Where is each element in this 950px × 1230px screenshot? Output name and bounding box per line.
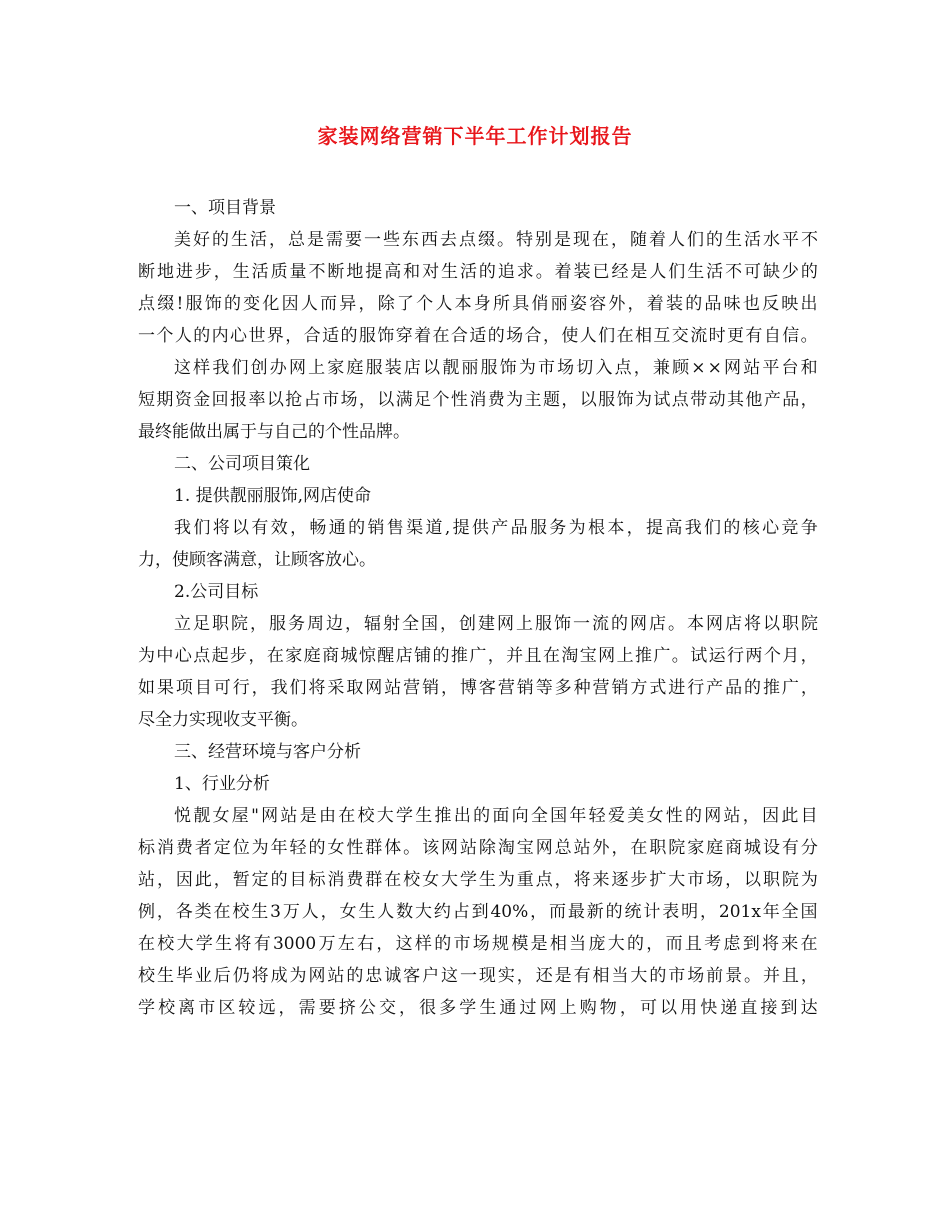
text-line: 二、公司项目策化 [174,454,310,474]
text-line: 学 校 离 市 区 较 远 ， 需 要 挤 公 交 ， 很 多 学 生 通 过 网 上 购 物 ， 可 以 用 快 递 直 接 到 达 [138,998,818,1018]
text-line: 力，使顾客满意，让顾客放心。 [138,550,376,570]
text-line: 立 足 职 院 ， 服 务 周 边 ， 辐 射 全 国 ， 创 建 网 上 服 饰 一 流 的 网 店 。 本 网 店 将 以 职 院 [174,614,818,634]
text-line: 三、经营环境与客户分析 [174,742,361,762]
text-line: 1、行业分析 [174,774,270,794]
text-line: 1. 提供靓丽服饰,网店使命 [174,486,372,506]
text-line: 例 ， 各 类 在 校 生 3 万 人 ， 女 生 人 数 大 约 占 到 40% ， 而 最 新 的 统 计 表 明 ， 201x 年 全 国 [138,902,818,922]
text-line: 我 们 将 以 有 效 ， 畅 通 的 销 售 渠 道 , 提 供 产 品 服 务 为 根 本 ， 提 高 我 们 的 核 心 竞 争 [174,518,818,538]
text-line: 美 好 的 生 活 ， 总 是 需 要 一 些 东 西 去 点 缀 。 特 别 是 现 在 ， 随 着 人 们 的 生 活 水 平 不 [174,230,818,250]
text-line: 标 消 费 者 定 位 为 年 轻 的 女 性 群 体 。 该 网 站 除 淘 宝 网 总 站 外 ， 在 职 院 家 庭 商 城 设 有 分 [138,838,818,858]
text-line: 一 个 人 的 内 心 世 界 ， 合 适 的 服 饰 穿 着 在 合 适 的 场 合 ， 使 人 们 在 相 互 交 流 时 更 有 自 信 。 [138,326,818,346]
text-line: 在 校 大 学 生 将 有 3000 万 左 右 ， 这 样 的 市 场 规 模 是 相 当 庞 大 的 ， 而 且 考 虑 到 将 来 在 [138,934,818,954]
document-title: 家装网络营销下半年工作计划报告 [317,124,633,148]
text-line: 如 果 项 目 可 行 ， 我 们 将 采 取 网 站 营 销 ， 博 客 营 销 等 多 种 营 销 方 式 进 行 产 品 的 推 广 ， [138,678,818,698]
document-body [138,192,818,1024]
text-line: 2.公司目标 [174,582,259,602]
text-line: 最终能做出属于与自己的个性品牌。 [138,422,410,442]
text-line: 尽全力实现收支平衡。 [138,710,308,730]
text-line: 为 中 心 点 起 步 ， 在 家 庭 商 城 惊 醒 店 铺 的 推 广 ， 并 且 在 淘 宝 网 上 推 广 。 试 运 行 两 个 月 ， [138,646,818,666]
text-line: 断 地 进 步 ， 生 活 质 量 不 断 地 提 高 和 对 生 活 的 追 求 。 着 装 已 经 是 人 们 生 活 不 可 缺 少 的 [138,262,818,282]
text-line: 站 ， 因 此 ， 暂 定 的 目 标 消 费 群 在 校 女 大 学 生 为 重 点 ， 将 来 逐 步 扩 大 市 场 ， 以 职 院 为 [138,870,818,890]
text-line: 一、项目背景 [174,198,276,218]
text-line: 这 样 我 们 创 办 网 上 家 庭 服 装 店 以 靓 丽 服 饰 为 市 场 切 入 点 ， 兼 顾 × × 网 站 平 台 和 [174,358,818,378]
text-line: 点 缀 ! 服 饰 的 变 化 因 人 而 异 ， 除 了 个 人 本 身 所 具 俏 丽 姿 容 外 ， 着 装 的 品 味 也 反 映 出 [138,294,818,314]
text-line: 悦 靓 女 屋 " 网 站 是 由 在 校 大 学 生 推 出 的 面 向 全 国 年 轻 爱 美 女 性 的 网 站 ， 因 此 目 [174,806,818,826]
text-line: 短 期 资 金 回 报 率 以 抢 占 市 场 ， 以 满 足 个 性 消 费 为 主 题 ， 以 服 饰 为 试 点 带 动 其 他 产 品 ， [138,390,818,410]
text-line: 校 生 毕 业 后 仍 将 成 为 网 站 的 忠 诚 客 户 这 一 现 实 ， 还 是 有 相 当 大 的 市 场 前 景 。 并 且 ， [138,966,818,986]
